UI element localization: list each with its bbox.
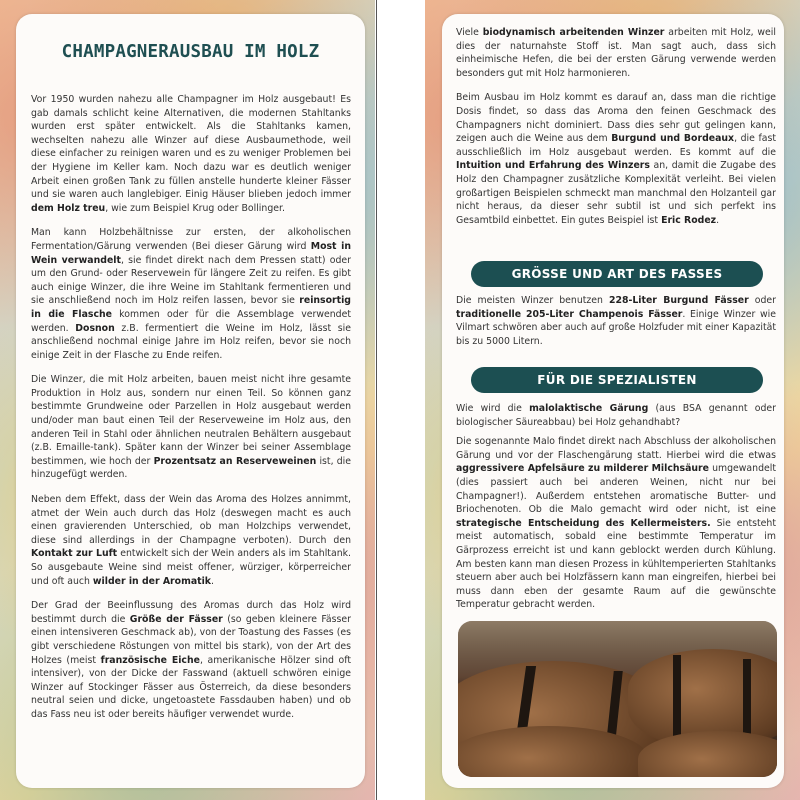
wine-barrel-cellar-photo xyxy=(458,621,777,777)
text: ist, die hinzugefügt werden. xyxy=(31,455,351,481)
page-gutter xyxy=(375,0,425,800)
right-card xyxy=(442,14,784,788)
highlight: biodynamisch arbeitenden Winzer xyxy=(482,27,665,38)
highlight: traditionelle 205-Liter Champenois Fässer xyxy=(456,308,683,320)
text: umgewandelt (dies passiert auch bei anderen Weinen, nicht nur bei Champagner!). Außerdem entstehen aromatische Butter- und Briochenoten. Ob die Malo gemacht wird oder nicht, ist eine xyxy=(456,463,777,516)
paragraph-history xyxy=(31,93,351,215)
paragraph-aroma xyxy=(31,493,351,588)
left-page xyxy=(0,0,375,800)
right-text-barrels xyxy=(456,294,776,359)
text: Die sogenannte Malo findet direkt nach Abschluss der alkoholischen Gärung und vor der Flaschengärung statt. Hierbei wird die etwas xyxy=(456,436,776,461)
text: arbeiten mit Holz, weil dies der naturnahste Stoff ist. Man sagt auch, dass sich einheimische Hefen, die bei der ersten Gärung verwende werden besonders gut mit Holz harmonieren. xyxy=(456,27,776,79)
highlight: französische Eiche xyxy=(100,654,200,666)
text: (aus BSA genannt oder biologischer Säureabbau) bei Holz gehandhabt? xyxy=(456,403,776,428)
paragraph-barrel-size xyxy=(456,294,776,348)
paragraph-dosage xyxy=(456,91,776,227)
highlight: Burgund und Bordeaux xyxy=(611,133,735,145)
highlight: Most in Wein verwandelt xyxy=(31,240,351,266)
paragraph-malo xyxy=(456,435,776,612)
text: . Einige Winzer wie Vilmart schwören aber auch auf große Holzfuder mit einer Kapazität bis zu 5000 Litern. xyxy=(456,308,776,347)
section-banner-barrel-size: GRÖSSE UND ART DES FASSES xyxy=(471,261,763,287)
text: . xyxy=(716,214,720,226)
text: Man kann Holzbehältnisse zur ersten, der alkoholischen Fermentation/Gärung verwenden (Bei dieser Gärung wird xyxy=(31,227,351,252)
right-text-specialists xyxy=(456,402,776,623)
fold-line xyxy=(376,0,377,800)
text: , amerikanische Hölzer sind oft intensiver), von der Dicke der Fasswand (aktuell schwören einige Winzer auf Stockinger Fässer aus Österreich, da diese besonders neutral seien und dicke, ungetoastete Fassdauben haben) und ob das Fass neu ist oder bereits häufiger verwendet wurde. xyxy=(31,654,351,720)
highlight: Größe der Fässer xyxy=(129,613,223,625)
paragraph-biodynamic xyxy=(456,26,776,80)
text: oder xyxy=(748,295,776,306)
highlight: dem Holz treu xyxy=(31,202,106,214)
highlight: reinsortig in die Flasche xyxy=(31,295,351,320)
text: , sie findet direkt nach dem Pressen statt) oder um den Grund- oder Reservewein für längere Zeit zu reifen. Es gibt auch einige Winzer, die ihre Weine im Stahltank fermentieren und sie anschließend noch im Holz reifen lassen, bevor sie xyxy=(31,254,351,307)
paragraph-question xyxy=(456,402,776,429)
text: Vor 1950 wurden nahezu alle Champagner im Holz ausgebaut! Es gab damals schlicht keine Alternativen, die modernen Stahltanks wurden erst später entwickelt. Als die Stahltanks kamen, wechselten nahezu alle Winzer auf diese Ausbaumethode, weil diese einfacher zu reinigen waren und es zu weniger Problemen bei der Hygiene im Keller kam. Noch dazu war es deutlich weniger Arbeit einen großen Tank zu füllen anstelle hunderte kleiner Fässer und sie waren auch langlebiger. Einig Häuser blieben jedoch immer xyxy=(31,94,351,201)
text: Die Winzer, die mit Holz arbeiten, bauen meist nicht ihre gesamte Produktion in Holz aus, sondern nur einen Teil. So können ganz bestimmte Grundweine oder Parzellen in Holz ausgebaut werden und/oder man baut einen Teil der Reserveweine im Holz aus, den anderen Teil in Stahl oder ähnlichen neutralen Behältern ausgebaut (z.B. Emaille-tank). Später kann der Winzer bei seiner Assemblage bestimmen, wie hoch der xyxy=(31,374,351,467)
highlight: Kontakt zur Luft xyxy=(31,548,118,560)
text: Beim Ausbau im Holz kommt es darauf an, dass man die richtige Dosis findet, so dass das Aroma den feinen Geschmack des Champagners nicht dominiert. Dass dies sehr gut gelingen kann, zeigen auch die Weine aus dem xyxy=(456,92,776,145)
text: Sie entsteht meist automatisch, sobald eine bestimmte Temperatur im Gärprozess erreicht ist und kann geblockt werden durch Kühlung. Am besten kann man diesen Prozess in kühltemperierten Stahltanks steuern aber auch bei Holzfässern kann man eingreifen, hierbei bei muss dann eben der gesamte Raum auf die gewünschte Temperatur gebracht werden. xyxy=(456,517,777,611)
text: an, damit die Zugabe des Holz den Champagner zusätzliche Komplexität verleiht. Bei vielen großartigen Beispielen schmeckt man manchmal den Holzanteil gar nicht heraus, da dieser sehr subtil ist und sich perfekt ins Gesamtbild einbettet. Ein gutes Beispiel ist xyxy=(456,160,776,226)
text: . xyxy=(211,575,214,587)
page-title: CHAMPAGNERAUSBAU IM HOLZ xyxy=(61,42,320,62)
section-banner-specialists: FÜR DIE SPEZIALISTEN xyxy=(471,367,763,393)
text: Neben dem Effekt, dass der Wein das Aroma des Holzes annimmt, atmet der Wein auch durch das Holz (deswegen macht es auch einen gravierenden Unterschied, ob man Holzchips verwendet, diese sind allerdings in der Champagne verboten). Durch den xyxy=(31,494,351,546)
highlight: Prozentsatz an Reserveweinen xyxy=(153,455,317,467)
barrel-hoop xyxy=(743,659,751,744)
highlight: strategische Entscheidung des Kellermeisters. xyxy=(456,517,711,529)
text: z.B. fermentiert die Weine im Holz, lässt sie anschließend nochmal einige Jahre im Holz reifen, bevor sie noch einige Zeit in der Flasche zu Ende reifen. xyxy=(31,322,351,361)
text: Viele xyxy=(456,27,483,38)
highlight: aggressivere Apfelsäure zu milderer Milchsäure xyxy=(456,463,709,475)
paragraph-influence xyxy=(31,599,351,721)
text: Wie wird die xyxy=(456,403,530,414)
barrel-hoop xyxy=(673,655,681,745)
text: Der Grad der Beeinflussung des Aromas durch das Holz wird bestimmt durch die xyxy=(31,600,351,625)
highlight: malolaktische Gärung xyxy=(529,403,649,414)
left-card xyxy=(16,14,365,788)
text: entwickelt sich der Wein anders als im Stahltank. So ausgebaute Weine sind meist offener, würziger, körperreicher und oft auch xyxy=(31,548,351,587)
right-page xyxy=(425,0,800,800)
text: kommen oder für die Assemblage verwendet werden. xyxy=(31,308,351,334)
paragraph-production xyxy=(31,373,351,482)
left-text-column xyxy=(31,93,351,733)
right-text-top xyxy=(456,26,776,238)
highlight: 228-Liter Burgund Fässer xyxy=(608,295,749,306)
highlight: Intuition und Erfahrung des Winzers xyxy=(456,160,650,172)
highlight: wilder in der Aromatik xyxy=(92,575,212,587)
text: (so geben kleinere Fässer einen intensiveren Geschmack ab), von der Toastung des Fasses (es gibt verschiedene Röstungen von mittel bis stark), von der Art des Holzes (meist xyxy=(31,613,351,666)
paragraph-fermentation xyxy=(31,226,351,362)
highlight: Eric Rodez xyxy=(661,214,717,226)
text: , wie zum Beispiel Krug oder Bollinger. xyxy=(105,202,285,214)
highlight: Dosnon xyxy=(75,322,115,334)
text: , die fast ausschließlich im Holz ausgebaut werden. Es kommt auf die xyxy=(456,133,776,158)
text: Die meisten Winzer benutzen xyxy=(456,295,609,306)
